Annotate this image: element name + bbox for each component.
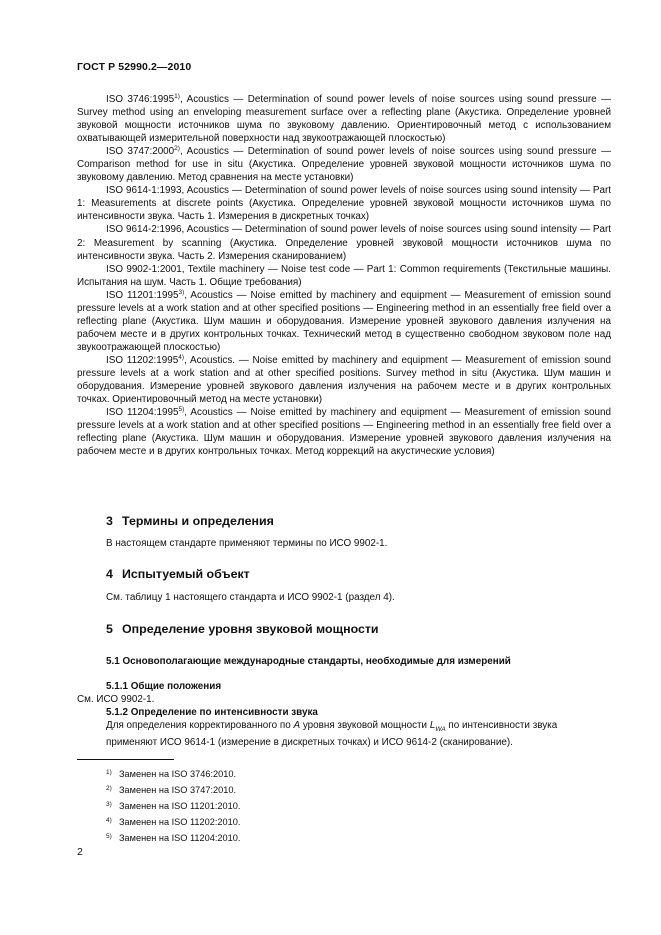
footnote-item: $^{3)}$ Заменен на ISO 11201:2010. xyxy=(106,801,241,811)
reference-item: ISO 3747:2000$^{2)}$, Acoustics — Determination of sound power levels of noise sources using sound pressure — Comparison method for use in situ (Акустика. Определение уровней звуковой мощности источников шума по звуковому давлению. Метод сравнения на месте установки) xyxy=(77,145,611,184)
subsection-5-1-2-heading: 5.1.2 Определение по интенсивности звука xyxy=(106,707,318,719)
footnote-separator xyxy=(77,759,174,760)
page-header: ГОСТ Р 52990.2—2010 xyxy=(77,61,192,73)
footnote-item: $^{1)}$ Заменен на ISO 3746:2010. xyxy=(106,769,236,779)
reference-item: ISO 11202:1995$^{4)}$, Acoustics. — Noise emitted by machinery and equipment — Measurement of emission sound pressure levels at a work station and at other specified positions. Survey method in situ (Акустика. Шум машин и оборудования. Измерение уровней звукового давления излучения на рабочем месте и в других контрольных точках. Ориентировочный метод на месте установки) xyxy=(77,353,611,406)
subsection-5-1-1-heading: 5.1.1 Общие положения xyxy=(106,681,222,692)
reference-item: ISO 9614-1:1993, Acoustics — Determination of sound power levels of noise sources using sound intensity — Part 1: Measurements at discrete points (Акустика. Определение уровней звуковой мощности источников шума по интенсивности звука. Часть 1. Измерения в дискретных точках) xyxy=(77,185,612,223)
section-3-heading: 3 Термины и определения xyxy=(106,514,274,528)
footnote-item: $^{4)}$ Заменен на ISO 11202:2010. xyxy=(106,817,241,827)
reference-item: ISO 9614-2:1996, Acoustics — Determination of sound power levels of noise sources using sound intensity — Part 2: Measurement by scanning (Акустика. Определение уровней звуковой мощности источников шума по интенсивности звука. Часть 2. Измерения сканированием) xyxy=(77,224,612,262)
section-3-text: В настоящем стандарте применяют термины по ИСО 9902-1. xyxy=(106,538,388,549)
references-list xyxy=(77,93,611,458)
footnote-item: $^{2)}$ Заменен на ISO 3747:2010. xyxy=(106,785,236,795)
subsection-5-1-1-text: См. ИСО 9902-1. xyxy=(77,694,155,706)
reference-item: ISO 9902-1:2001, Textile machinery — Noise test code — Part 1: Common requirements (Текстильные машины. Испытания на шум. Часть 1. Общие требования) xyxy=(77,263,612,288)
subsection-5-1-2-text: Для определения корректированного по A уровня звуковой мощности $L_{WA}$ по интенсивности звука применяют ИСО 9614-1 (измерение в дискретных точках) и ИСО 9614-2 (сканирование). xyxy=(106,720,558,749)
footnote-item: $^{5)}$ Заменен на ISO 11204:2010. xyxy=(106,833,241,843)
subsection-5-1-heading: 5.1 Основополагающие международные стандарты, необходимые для измерений xyxy=(106,656,511,667)
footnotes-list xyxy=(106,766,240,846)
section-4-text: См. таблицу 1 настоящего стандарта и ИСО 9902-1 (раздел 4). xyxy=(106,592,395,603)
reference-item: ISO 3746:1995$^{1)}$, Acoustics — Determination of sound power levels of noise sources using sound pressure — Survey method using an enveloping measurement surface over a reflecting plane (Акустика. Определение уровней звуковой мощности источников шума по звуковому давлению. Ориентировочный метод с использованием охватывающей измерительной поверхности над звукоотражающей плоскостью) xyxy=(77,93,611,145)
section-4-heading: 4 Испытуемый объект xyxy=(106,567,250,581)
page-number: 2 xyxy=(77,846,83,858)
reference-item: ISO 11204:1995$^{5)}$, Acoustics — Noise emitted by machinery and equipment — Measurement of emission sound pressure levels at a work station and at other specified positions — Engineering method in an essentially free field over a reflecting plane (Акустика. Шум машин и оборудования. Измерение уровней звукового давления излучения на рабочем месте и в других контрольных точках. Метод коррекций на акустические условия) xyxy=(77,406,611,458)
subsection-5-1-body xyxy=(77,680,611,749)
reference-item: ISO 11201:1995$^{3)}$, Acoustics — Noise emitted by machinery and equipment — Measurement of emission sound pressure levels at a work station and at other specified positions — Engineering method in an essentially free field over a reflecting plane (Акустика. Шум машин и оборудования. Измерение уровней звукового давления излучения на рабочем месте и в других контрольных точках. Технический метод в существенно свободном звуковом поле над звукоотражающей плоскостью) xyxy=(77,288,611,353)
section-5-heading: 5 Определение уровня звуковой мощности xyxy=(106,622,379,636)
